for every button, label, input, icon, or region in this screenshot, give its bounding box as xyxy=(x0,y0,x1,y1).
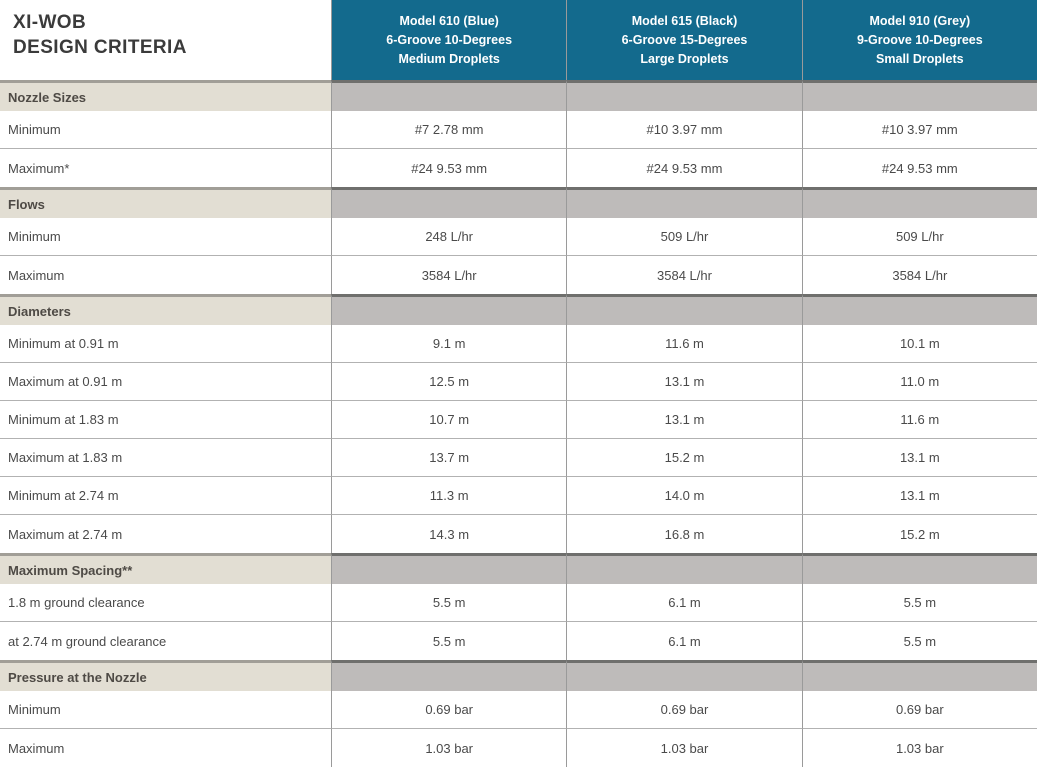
row-value: #10 3.97 mm xyxy=(566,111,801,149)
row-value: 13.1 m xyxy=(566,401,801,439)
title-line-1: XI-WOB xyxy=(13,12,87,33)
row-value: 509 L/hr xyxy=(802,218,1037,256)
section-band xyxy=(331,553,566,584)
row-value: 1.03 bar xyxy=(566,729,801,767)
row-value: 509 L/hr xyxy=(566,218,801,256)
section-title: Flows xyxy=(0,187,331,218)
row-value: 3584 L/hr xyxy=(802,256,1037,294)
row-label: Minimum xyxy=(0,691,331,729)
page-title xyxy=(0,0,331,80)
row-value: #24 9.53 mm xyxy=(802,149,1037,187)
section-band xyxy=(566,294,801,325)
row-value: 3584 L/hr xyxy=(566,256,801,294)
row-label: Maximum* xyxy=(0,149,331,187)
section-band xyxy=(331,80,566,111)
column-header-model-2 xyxy=(566,0,801,80)
row-label: Maximum xyxy=(0,729,331,767)
row-value: 1.03 bar xyxy=(802,729,1037,767)
table-row xyxy=(0,515,1037,553)
row-label: Maximum at 0.91 m xyxy=(0,363,331,401)
section-band xyxy=(566,553,801,584)
row-value: 15.2 m xyxy=(802,515,1037,553)
row-value: 6.1 m xyxy=(566,622,801,660)
table-row xyxy=(0,218,1037,256)
row-value: 5.5 m xyxy=(802,622,1037,660)
section-title: Diameters xyxy=(0,294,331,325)
row-value: 11.3 m xyxy=(331,477,566,515)
row-value: 13.1 m xyxy=(566,363,801,401)
row-label: Minimum at 0.91 m xyxy=(0,325,331,363)
row-value: 5.5 m xyxy=(331,584,566,622)
row-value: 0.69 bar xyxy=(331,691,566,729)
column-header-line: Model 615 (Black) xyxy=(631,13,738,28)
section-header-row xyxy=(0,660,1037,691)
section-header-row xyxy=(0,553,1037,584)
row-value: 11.0 m xyxy=(802,363,1037,401)
column-header-line: 6-Groove 10-Degrees xyxy=(386,32,513,47)
row-label: Maximum at 1.83 m xyxy=(0,439,331,477)
row-value: 6.1 m xyxy=(566,584,801,622)
section-header-row xyxy=(0,80,1037,111)
row-label: Minimum at 2.74 m xyxy=(0,477,331,515)
row-value: 13.7 m xyxy=(331,439,566,477)
column-header-line: Large Droplets xyxy=(640,51,729,66)
row-value: 5.5 m xyxy=(331,622,566,660)
section-header-row xyxy=(0,294,1037,325)
row-value: 0.69 bar xyxy=(802,691,1037,729)
section-title: Nozzle Sizes xyxy=(0,80,331,111)
column-header-line: 9-Groove 10-Degrees xyxy=(856,32,983,47)
row-value: 15.2 m xyxy=(566,439,801,477)
section-band xyxy=(331,187,566,218)
section-band xyxy=(802,294,1037,325)
row-value: #24 9.53 mm xyxy=(566,149,801,187)
column-header-line: 6-Groove 15-Degrees xyxy=(621,32,748,47)
row-value: 11.6 m xyxy=(566,325,801,363)
row-value: 248 L/hr xyxy=(331,218,566,256)
row-value: 14.0 m xyxy=(566,477,801,515)
section-band xyxy=(802,553,1037,584)
table-row xyxy=(0,691,1037,729)
row-value: 14.3 m xyxy=(331,515,566,553)
row-value: 13.1 m xyxy=(802,477,1037,515)
row-value: 10.7 m xyxy=(331,401,566,439)
column-header-model-1 xyxy=(331,0,566,80)
table-row xyxy=(0,622,1037,660)
table-header-row xyxy=(0,0,1037,80)
row-label: Minimum xyxy=(0,218,331,256)
row-value: 1.03 bar xyxy=(331,729,566,767)
column-header-model-3 xyxy=(802,0,1037,80)
row-value: 5.5 m xyxy=(802,584,1037,622)
table-row xyxy=(0,584,1037,622)
row-value: #7 2.78 mm xyxy=(331,111,566,149)
row-value: 3584 L/hr xyxy=(331,256,566,294)
row-value: 0.69 bar xyxy=(566,691,801,729)
section-band xyxy=(802,187,1037,218)
column-header-line: Model 610 (Blue) xyxy=(399,13,499,28)
table-row xyxy=(0,325,1037,363)
table-row xyxy=(0,149,1037,187)
row-value: #10 3.97 mm xyxy=(802,111,1037,149)
column-header-line: Small Droplets xyxy=(876,51,964,66)
section-band xyxy=(331,294,566,325)
row-value: #24 9.53 mm xyxy=(331,149,566,187)
row-label: Minimum xyxy=(0,111,331,149)
column-header-line: Medium Droplets xyxy=(398,51,500,66)
section-header-row xyxy=(0,187,1037,218)
section-band xyxy=(566,187,801,218)
section-band xyxy=(566,80,801,111)
row-label: Maximum xyxy=(0,256,331,294)
row-label: Maximum at 2.74 m xyxy=(0,515,331,553)
row-label: at 2.74 m ground clearance xyxy=(0,622,331,660)
table-row xyxy=(0,401,1037,439)
row-label: Minimum at 1.83 m xyxy=(0,401,331,439)
title-line-2: DESIGN CRITERIA xyxy=(13,37,187,58)
row-value: 9.1 m xyxy=(331,325,566,363)
table-row xyxy=(0,256,1037,294)
table-row xyxy=(0,477,1037,515)
row-value: 10.1 m xyxy=(802,325,1037,363)
row-value: 16.8 m xyxy=(566,515,801,553)
table-row xyxy=(0,439,1037,477)
row-value: 13.1 m xyxy=(802,439,1037,477)
section-title: Maximum Spacing** xyxy=(0,553,331,584)
row-value: 12.5 m xyxy=(331,363,566,401)
section-band xyxy=(566,660,801,691)
table-row xyxy=(0,729,1037,767)
section-band xyxy=(802,660,1037,691)
section-band xyxy=(802,80,1037,111)
row-value: 11.6 m xyxy=(802,401,1037,439)
row-label: 1.8 m ground clearance xyxy=(0,584,331,622)
section-title: Pressure at the Nozzle xyxy=(0,660,331,691)
table-body xyxy=(0,80,1037,767)
table-row xyxy=(0,111,1037,149)
table-row xyxy=(0,363,1037,401)
section-band xyxy=(331,660,566,691)
column-header-line: Model 910 (Grey) xyxy=(869,13,971,28)
